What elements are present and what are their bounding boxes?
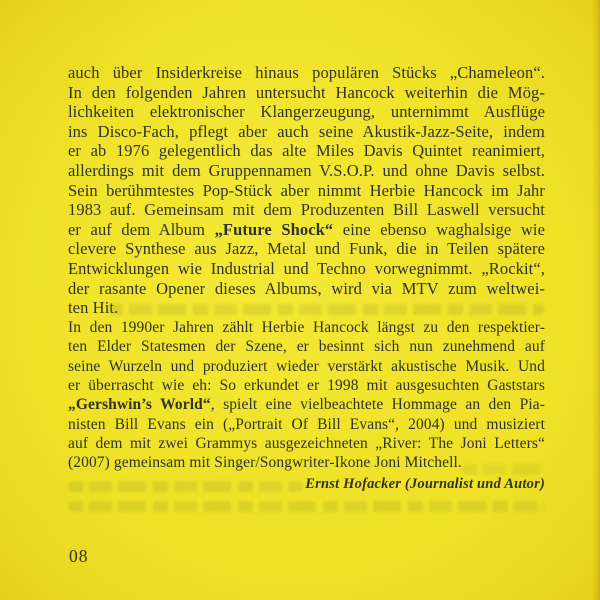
text-line: [68, 279, 545, 299]
text-segment: In den folgenden Jahren untersucht Hancock weiterhin die Mög-: [68, 82, 545, 102]
text-line: [68, 200, 545, 220]
text-segment: er überrascht wie eh: So erkundet er 1998 mit ausgesuchten Gaststars: [68, 376, 545, 394]
text-segment: Sein berühmtestes Pop-Stück aber nimmt Herbie Hancock im Jahr: [68, 180, 545, 200]
text-line: [68, 220, 545, 240]
text-line: [68, 239, 545, 259]
article-text: [68, 63, 545, 473]
text-segment: er auf dem Album: [68, 219, 215, 239]
text-segment: ten Hit.: [68, 298, 119, 318]
text-segment: er ab 1976 gelegentlich das alte Miles Davis Quintet reanimiert,: [68, 141, 545, 161]
text-line: [68, 434, 545, 453]
text-line: [68, 181, 545, 201]
text-segment: ten Elder Statesmen der Szene, er besinnt sich nun zunehmend auf: [68, 338, 545, 356]
paragraph: [68, 318, 545, 473]
text-segment: der rasante Opener dieses Albums, wird via MTV zum weltwei-: [68, 278, 545, 298]
text-line: [68, 141, 545, 161]
text-line: [68, 63, 545, 83]
ghost-text-line: [462, 464, 545, 475]
text-segment: seine Wurzeln und produziert wieder verstärkt akustische Musik. Und: [68, 357, 545, 375]
text-segment: , spielt eine vielbeachtete Hommage an den Pia-: [210, 396, 545, 414]
attribution: Ernst Hofacker (Journalist und Autor): [305, 476, 545, 492]
ghost-text-line: [68, 501, 545, 512]
text-segment: allerdings mit dem Gruppennamen V.S.O.P. und ohne Davis selbst.: [68, 160, 545, 180]
text-line: [68, 357, 545, 376]
text-line: [68, 102, 545, 122]
text-segment: nisten Bill Evans ein („Portrait Of Bill Evans“, 2004) und musiziert: [68, 415, 545, 433]
text-segment: In den 1990er Jahren zählt Herbie Hancock längst zu den respektier-: [68, 318, 545, 336]
text-line: [68, 415, 545, 434]
text-line: [68, 122, 545, 142]
page-number: 08: [69, 546, 89, 566]
text-line: [68, 161, 545, 181]
text-line: [68, 337, 545, 356]
paragraph: [68, 63, 545, 318]
ghost-text-line: [108, 304, 545, 315]
text-line: [68, 376, 545, 395]
ghost-text-line: [68, 481, 303, 492]
text-segment: 1983 auf. Gemeinsam mit dem Produzenten Bill Laswell versucht: [68, 200, 545, 220]
text-line: [68, 259, 545, 279]
album-title-bold: „Gershwin’s World“: [68, 396, 211, 414]
text-segment: clevere Synthese aus Jazz, Metal und Funk, die in Teilen spätere: [68, 239, 545, 259]
text-segment: eine ebenso waghalsige wie: [333, 219, 545, 239]
text-segment: (2007) gemeinsam mit Singer/Songwriter-Ikone Joni Mitchell.: [68, 454, 462, 472]
text-segment: lichkeiten elektronischer Klangerzeugung, unternimmt Ausflüge: [68, 102, 545, 122]
text-segment: Entwicklungen wie Industrial und Techno vorwegnimmt. „Rockit“,: [68, 258, 545, 278]
text-line: [68, 395, 545, 414]
text-segment: auf dem mit zwei Grammys ausgezeichneten „River: The Joni Letters“: [68, 435, 545, 453]
text-line: [68, 83, 545, 103]
text-segment: auch über Insiderkreise hinaus populären Stücks „Chameleon“.: [68, 63, 545, 82]
text-segment: ins Disco-Fach, pflegt aber auch seine Akustik-Jazz-Seite, indem: [68, 121, 545, 141]
text-line: [68, 318, 545, 337]
album-title-bold: „Future Shock“: [214, 219, 334, 239]
